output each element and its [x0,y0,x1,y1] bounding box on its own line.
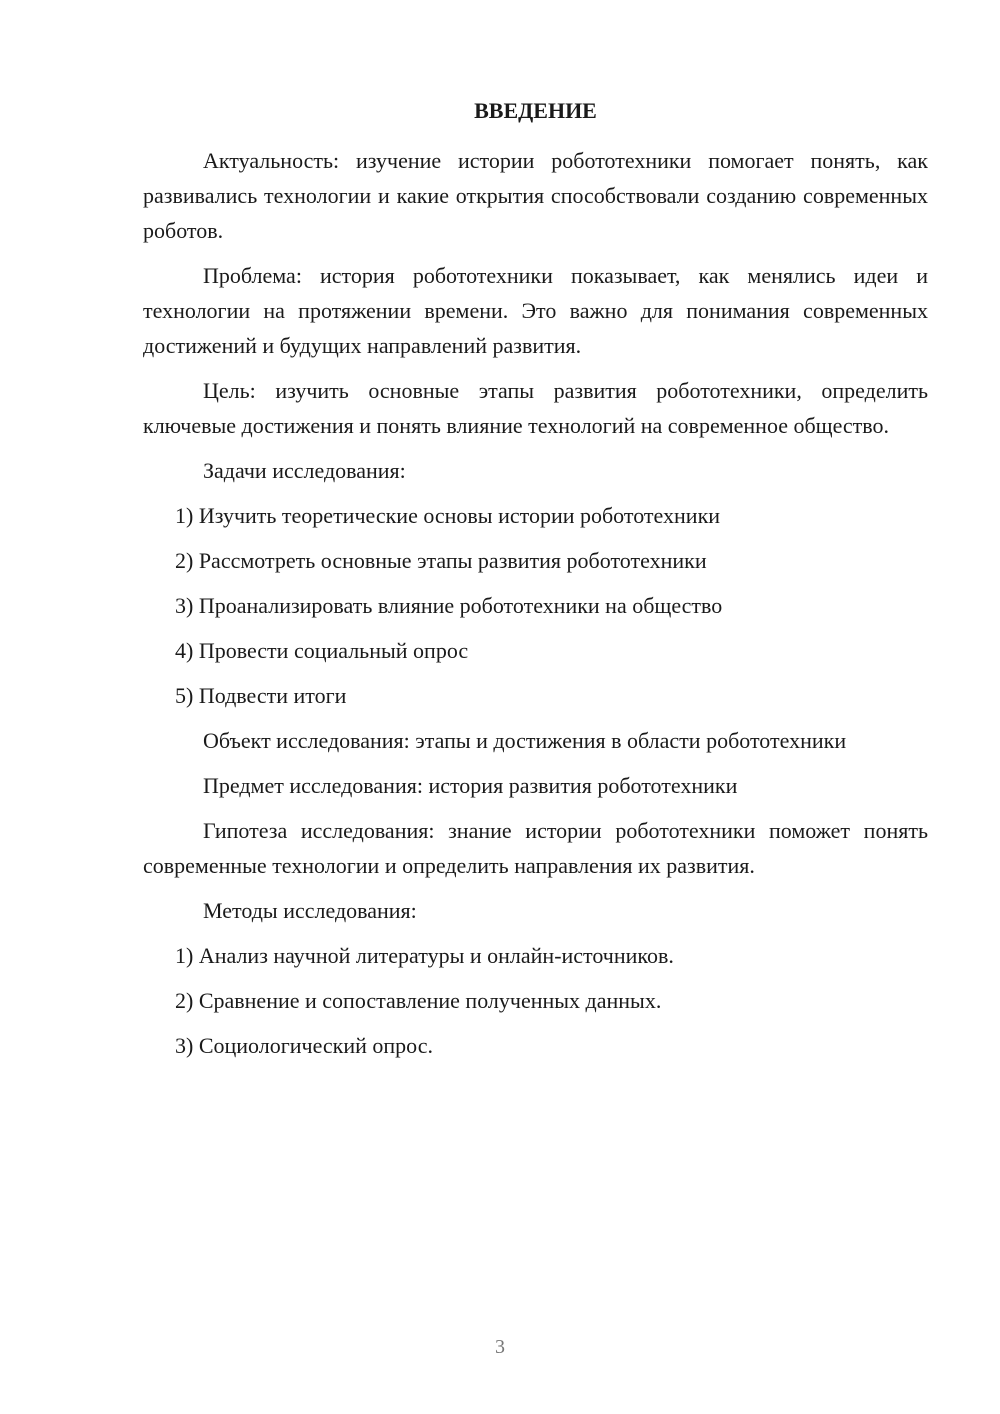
task-list-item: 5) Подвести итоги [175,683,347,708]
task-list-item: 1) Изучить теоретические основы истории робототехники [175,503,721,528]
methods-title: Методы исследования: [203,898,417,923]
method-list-item: 1) Анализ научной литературы и онлайн-источников. [175,943,674,968]
paragraph-problem: Проблема: история робототехники показывает, как менялись идеи и технологии на протяжении времени. Это важно для понимания современных достижений и будущих направлений развития. [143,263,928,358]
paragraph-subject: Предмет исследования: история развития робототехники [203,773,738,798]
section-heading: ВВЕДЕНИЕ [474,98,597,123]
task-list-item: 2) Рассмотреть основные этапы развития робототехники [175,548,707,573]
method-list-item: 2) Сравнение и сопоставление полученных данных. [175,988,662,1013]
paragraph-relevance: Актуальность: изучение истории робототехники помогает понять, как развивались технологии и какие открытия способствовали созданию современных роботов. [143,148,928,243]
tasks-title: Задачи исследования: [203,458,406,483]
method-list-item: 3) Социологический опрос. [175,1033,433,1058]
paragraph-object: Объект исследования: этапы и достижения в области робототехники [203,728,847,753]
task-list-item: 4) Провести социальный опрос [175,638,469,663]
paragraph-goal: Цель: изучить основные этапы развития робототехники, определить ключевые достижения и понять влияние технологий на современное общество. [143,378,928,438]
task-list-item: 3) Проанализировать влияние робототехники на общество [175,593,723,618]
document-body [143,143,928,1073]
paragraph-hypothesis: Гипотеза исследования: знание истории робототехники поможет понять современные технологии и определить направления их развития. [143,818,928,878]
page-number: 3 [495,1336,505,1358]
